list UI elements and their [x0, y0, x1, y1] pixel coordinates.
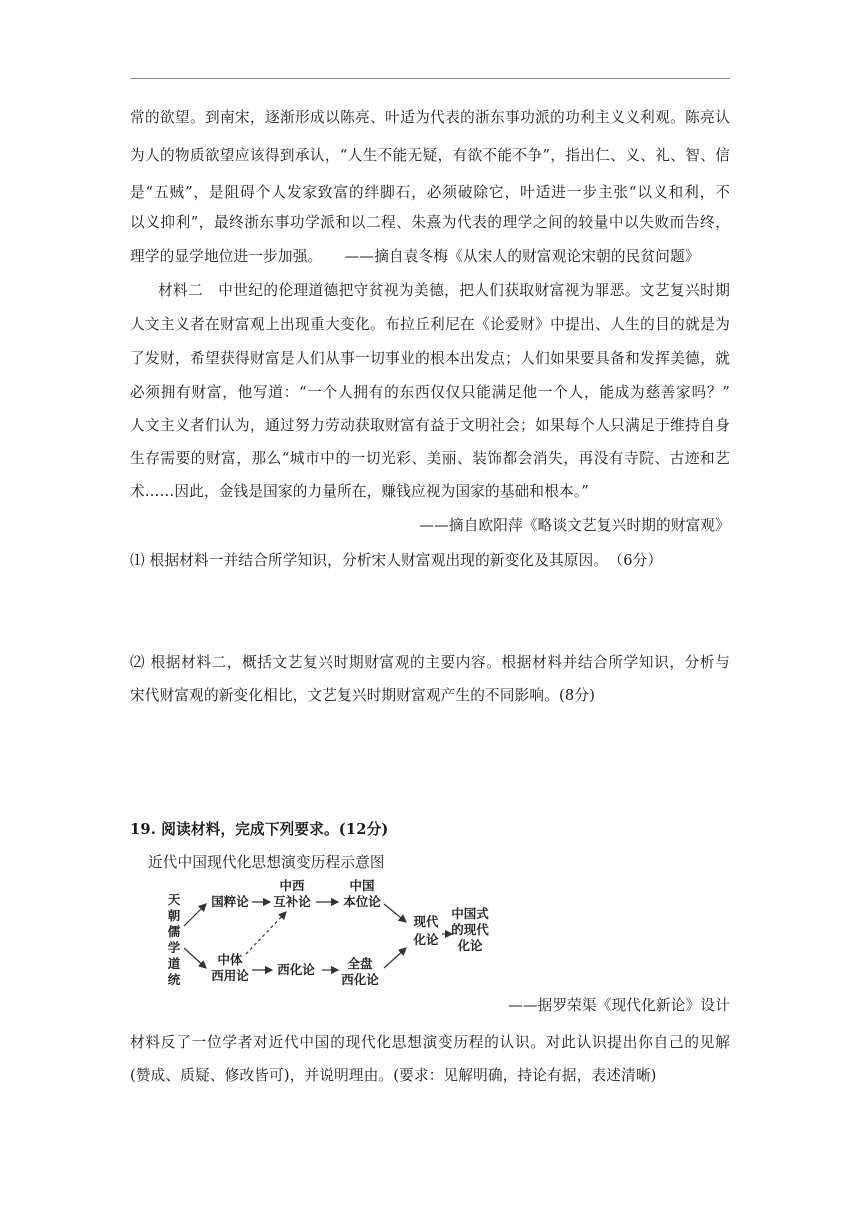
- material2-line: 必须拥有财富，他写道：“一个人拥有的东西仅仅只能满足他一个人，能成为慈善家吗？”: [130, 384, 730, 401]
- node-tianchao-char: 道: [167, 956, 181, 971]
- node-tianchao-char: 朝: [167, 908, 181, 923]
- node-guocui: 国粹论: [211, 894, 249, 909]
- material2-line: 人文主义者们认为，通过努力劳动获取财富有益于文明社会；如果每个人只满足于维持自身: [130, 417, 730, 434]
- node-tianchao-char: 儒: [167, 924, 181, 939]
- diagram-source: ——据罗荣渠《现代化新论》设计: [508, 997, 730, 1014]
- question-19-line: 材料反了一位学者对近代中国的现代化思想演变历程的认识。对此认识提出你自己的见解: [130, 1034, 730, 1051]
- paragraph1-line: 以义抑利”，最终浙东事功学派和以二程、朱熹为代表的理学之间的较量中以失败而告终，: [130, 214, 730, 231]
- question-1: ⑴ 根据材料一并结合所学知识，分析宋人财富观出现的新变化及其原因。 （6分）: [130, 552, 663, 569]
- node-xiandai: 化论: [413, 932, 439, 947]
- paragraph1-line: 是“五贼”，是阻碍个人发家致富的绊脚石，必须破除它，叶适进一步主张“以义和利，不: [130, 184, 730, 201]
- node-zhongxi: 中西: [279, 878, 305, 893]
- material2-source: ——摘自欧阳萍《略谈文艺复兴时期的财富观》: [419, 517, 730, 534]
- node-xihua: 西化论: [277, 962, 315, 977]
- node-zhongxi: 互补论: [273, 894, 311, 909]
- node-zhongguoshi: 化论: [457, 938, 483, 953]
- node-zhongguoshi: 中国式: [451, 906, 489, 921]
- question-19-title: 19. 阅读材料，完成下列要求。(12分): [130, 821, 389, 838]
- node-zhongti: 西用论: [211, 968, 249, 983]
- node-tianchao-char: 天: [167, 892, 181, 907]
- paragraph1-line: 为人的物质欲望应该得到承认，“人生不能无疑，有欲不能不争”，指出仁、义、礼、智、信: [130, 147, 730, 164]
- modernization-diagram: [150, 876, 510, 988]
- question-2-line: ⑵ 根据材料二，概括文艺复兴时期财富观的主要内容。根据材料并结合所学知识，分析与: [130, 654, 730, 671]
- material2-line: 材料二 中世纪的伦理道德把守贫视为美德，把人们获取财富视为罪恶。文艺复兴时期: [158, 282, 730, 299]
- question-19-line: (赞成、质疑、修改皆可)，并说明理由。(要求：见解明确，持论有据，表述清晰): [130, 1067, 657, 1084]
- paragraph1-line: 常的欲望。到南宋，逐渐形成以陈亮、叶适为代表的浙东事功派的功利主义义利观。陈亮认: [130, 109, 730, 126]
- node-tianchao-char: 统: [167, 972, 181, 987]
- material2-line: 术……因此，金钱是国家的力量所在，赚钱应视为国家的基础和根本。”: [130, 483, 589, 500]
- node-benwei: 中国: [349, 878, 375, 893]
- material2-line: 了发财，希望获得财富是人们从事一切事业的根本出发点；人们如果要具备和发挥美德，就: [130, 350, 730, 367]
- diagram-title: 近代中国现代化思想演变历程示意图: [148, 854, 385, 871]
- node-quanpan: 全盘: [347, 956, 373, 971]
- node-zhongti: 中体: [217, 952, 243, 967]
- header-rule: [130, 78, 730, 79]
- node-quanpan: 西化论: [341, 972, 379, 987]
- node-zhongguoshi: 的现代: [451, 922, 489, 937]
- node-benwei: 本位论: [343, 894, 381, 909]
- question-2-line: 宋代财富观的新变化相比，文艺复兴时期财富观产生的不同影响。(8分): [130, 687, 596, 704]
- material2-line: 人文主义者在财富观上出现重大变化。布拉丘利尼在《论爱财》中提出、人生的目的就是为: [130, 316, 730, 333]
- node-tianchao-char: 学: [167, 940, 181, 955]
- material2-line: 生存需要的财富，那么“城市中的一切光彩、美丽、装饰都会消失，再没有寺院、古迹和艺: [130, 450, 730, 467]
- node-xiandai: 现代: [413, 914, 439, 929]
- paragraph1-line: 理学的显学地位进一步加强。 ——摘自袁冬梅《从宋人的财富观论宋朝的民贫问题》: [130, 248, 700, 265]
